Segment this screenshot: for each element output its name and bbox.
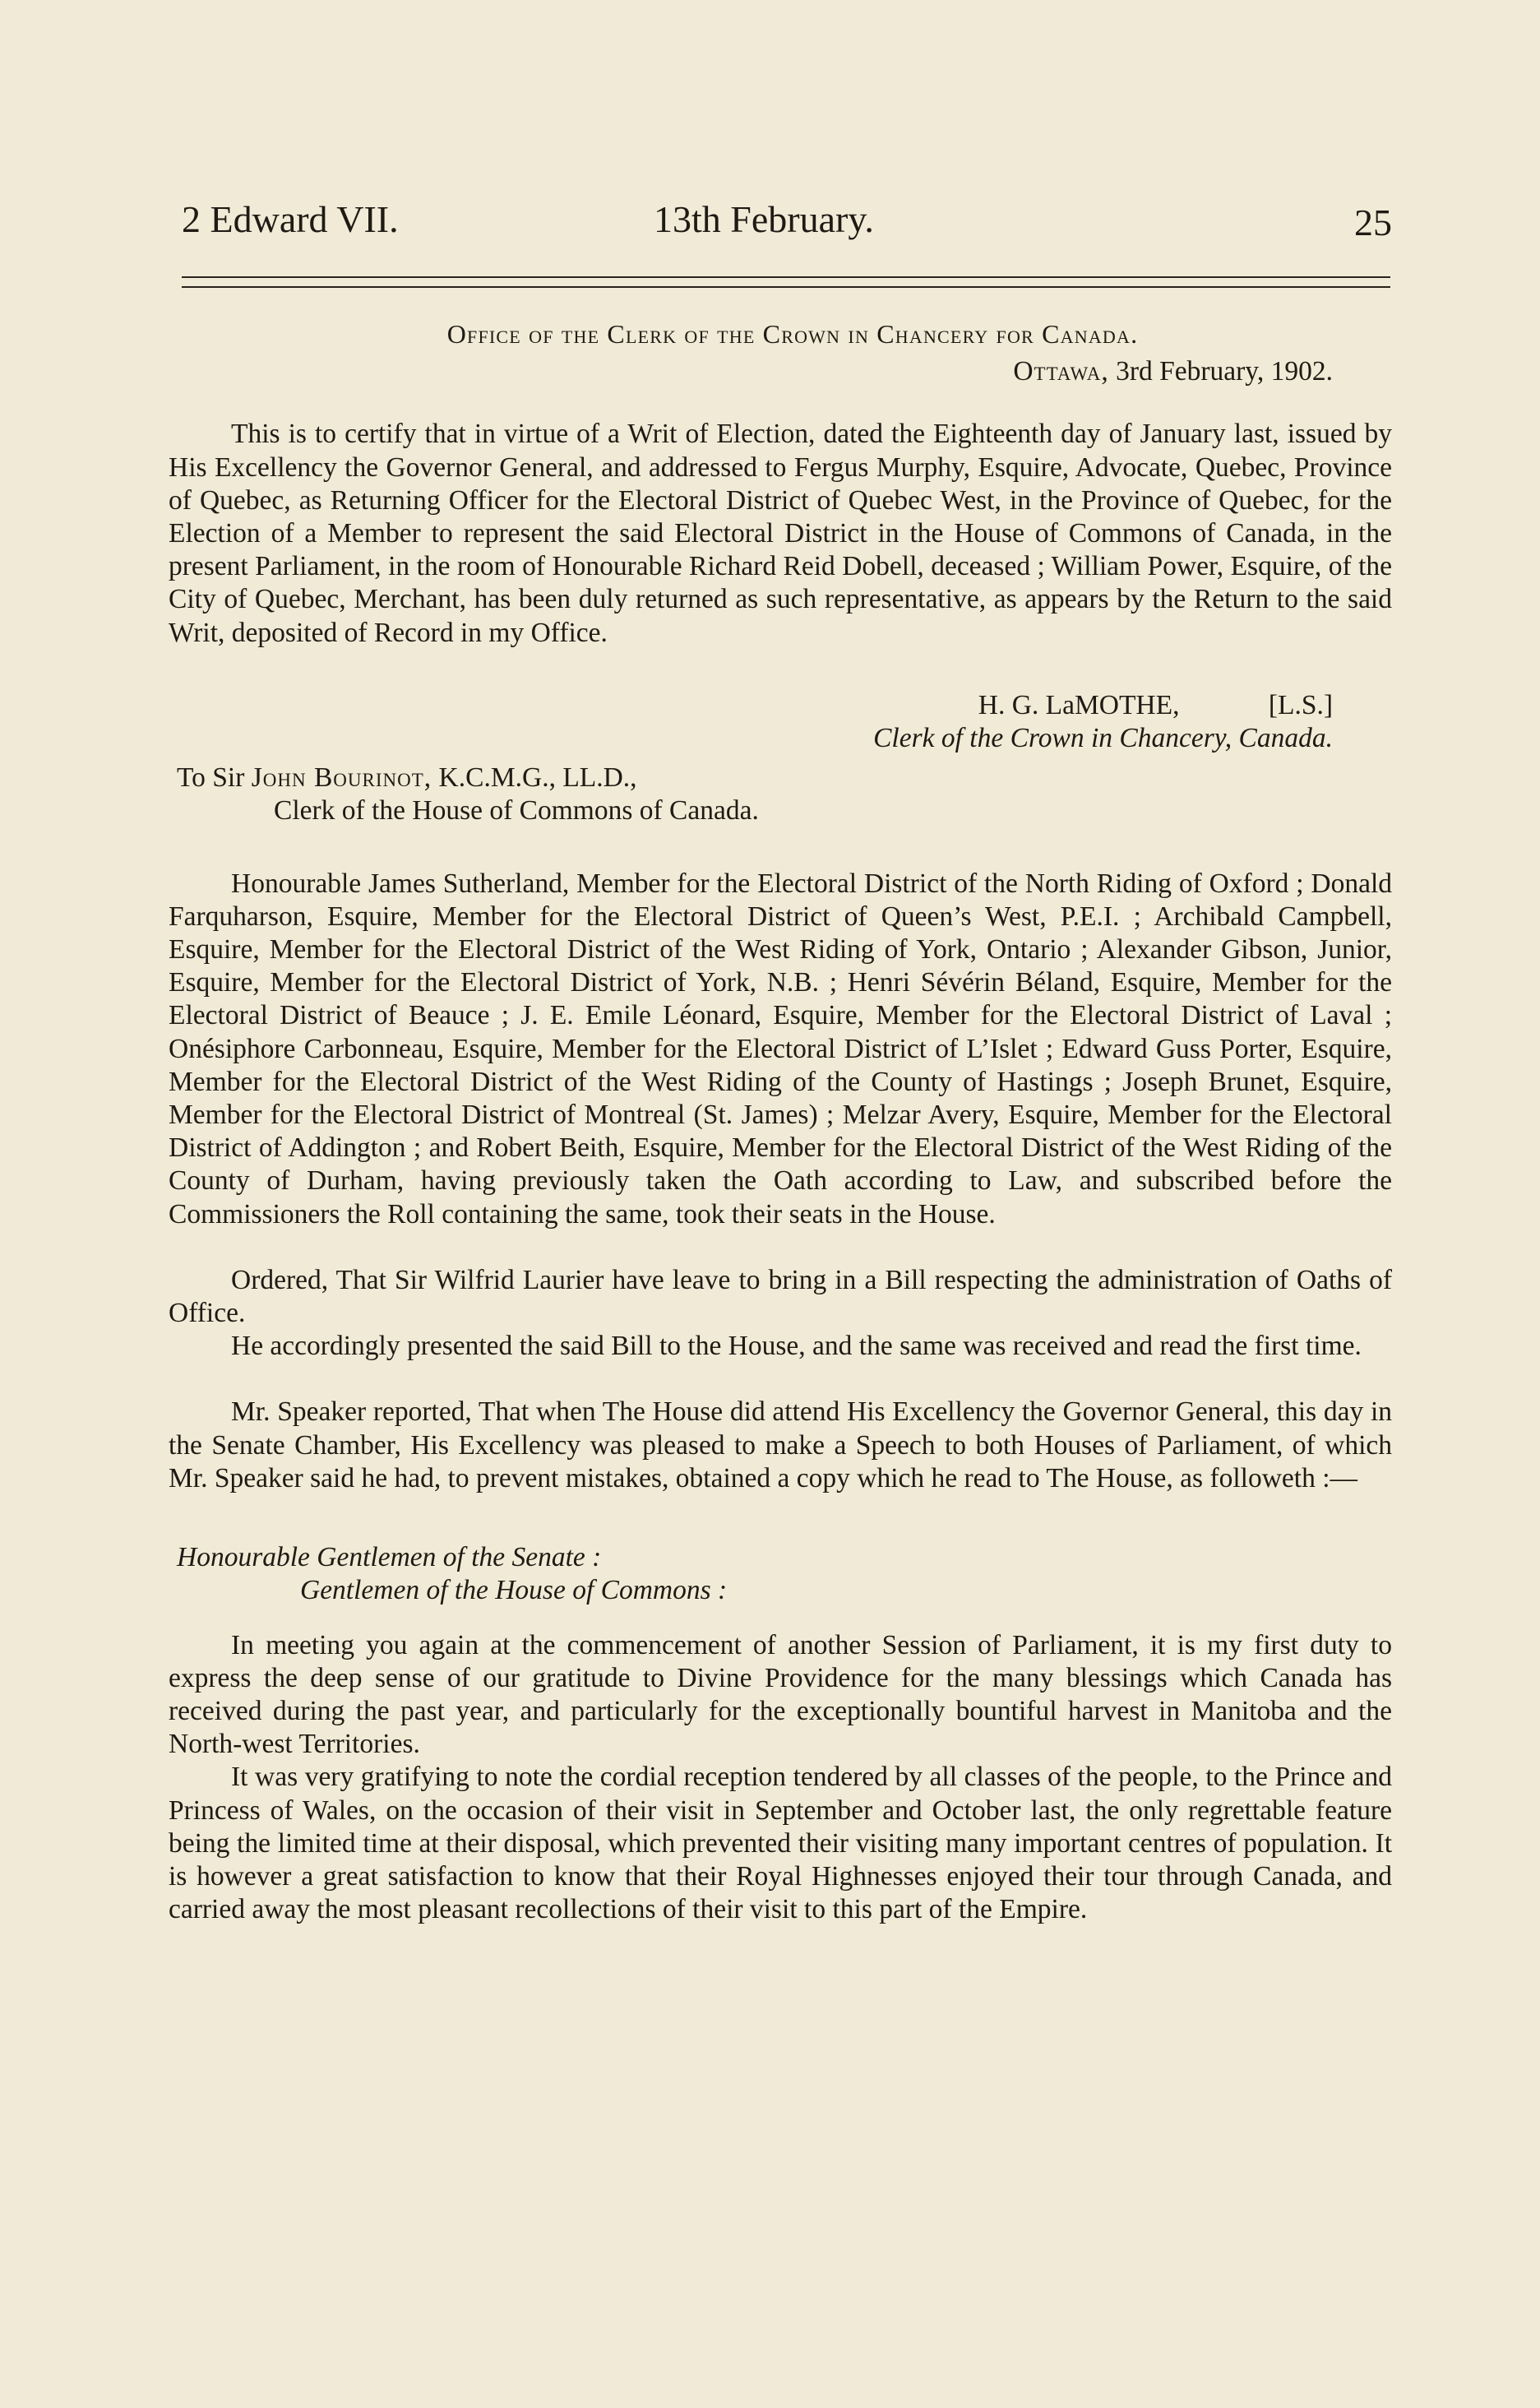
signature-line bbox=[169, 689, 1392, 722]
journal-page bbox=[169, 0, 1392, 2408]
speaker-paragraph: Mr. Speaker reported, That when The House did attend His Excellency the Governor General, this day in the Senate Chamber, His Excellency was pleased to make a Speech to both Houses of Parliament, of which Mr. Speaker said he had, to prevent mistakes, obtained a copy which he read to The House, as followeth :— bbox=[169, 1396, 1392, 1493]
speech-paragraph: In meeting you again at the commencement of another Session of Parliament, it is my first duty to express the deep sense of our gratitude to Divine Providence for the many blessings which Canada has received during the past year, and particularly for the exceptionally bountiful harvest in Manitoba and the North-west Territories. bbox=[169, 1629, 1392, 1760]
page-body bbox=[169, 317, 1392, 1926]
seal-mark: [L.S.] bbox=[1268, 689, 1333, 720]
signatory-title: Clerk of the Crown in Chancery, Canada. bbox=[873, 723, 1333, 754]
running-header bbox=[169, 197, 1392, 247]
header-date: 13th February. bbox=[654, 198, 874, 240]
presented-paragraph: He accordingly presented the said Bill to the House, and the same was received and read the first time. bbox=[231, 1331, 1362, 1362]
salutation-senate: Honourable Gentlemen of the Senate : bbox=[177, 1542, 602, 1573]
addressee-suffix: K.C.M.G., LL.D., bbox=[438, 762, 637, 794]
header-rule bbox=[182, 276, 1390, 288]
addressee-line bbox=[169, 762, 1392, 794]
addressee-title: Clerk of the House of Commons of Canada. bbox=[274, 795, 759, 827]
signatory-name: H. G. LaMOTHE, bbox=[978, 689, 1180, 720]
office-heading: Office of the Clerk of the Crown in Chancery for Canada. bbox=[446, 319, 1139, 349]
certificate-dateline bbox=[169, 355, 1392, 388]
speech-paragraph: It was very gratifying to note the cordial reception tendered by all classes of the people, to the Prince and Princess of Wales, on the occasion of their visit in September and October last, the only regrettable feature being the limited time at their disposal, which prevented their visiting many important centres of population. It is however a great satisfaction to know that their Royal Highnesses enjoyed their tour through Canada, and carried away the most pleasant recollections of their visit to this part of the Empire. bbox=[169, 1762, 1392, 1925]
addressee-name: John Bourinot, bbox=[251, 762, 432, 794]
salutation-commons: Gentlemen of the House of Commons : bbox=[300, 1575, 728, 1606]
regnal-year: 2 Edward VII. bbox=[182, 198, 399, 240]
page-number: 25 bbox=[1354, 201, 1392, 243]
addressee-prefix: To Sir bbox=[177, 762, 245, 794]
certificate-date: 3rd February, 1902. bbox=[1116, 356, 1333, 387]
certificate-paragraph: This is to certify that in virtue of a Writ of Election, dated the Eighteenth day of January last, issued by His Excellency the Governor General, and addressed to Fergus Murphy, Esquire, Advocate, Quebec, Province of Quebec, as Returning Officer for the Electoral District of Quebec West, in the Province of Quebec, for the Election of a Member to represent the said Electoral District in the House of Commons of Canada, in the present Parliament, in the room of Honourable Richard Reid Dobell, deceased ; William Power, Esquire, of the City of Quebec, Merchant, has been duly returned as such representative, as appears by the Return to the said Writ, deposited of Record in my Office. bbox=[169, 419, 1392, 648]
members-paragraph: Honourable James Sutherland, Member for the Electoral District of the North Riding of Oxford ; Donald Farquharson, Esquire, Member for the Electoral District of Queen’s West, P.E.I. ; Archibald Campbell, Esquire, Member for the Electoral District of the West Riding of York, Ontario ; Alexander Gibson, Junior, Esquire, Member for the Electoral District of York, N.B. ; Henri Sévérin Béland, Esquire, Member for the Electoral District of Beauce ; J. E. Emile Léonard, Esquire, Member for the Electoral District of Laval ; Onésiphore Carbonneau, Esquire, Member for the Electoral District of L’Islet ; Edward Guss Porter, Esquire, Member for the Electoral District of the West Riding of the County of Hastings ; Joseph Brunet, Esquire, Member for the Electoral District of Montreal (St. James) ; Melzar Avery, Esquire, Member for the Electoral District of Addington ; and Robert Beith, Esquire, Member for the Electoral District of the West Riding of the County of Durham, having previously taken the Oath according to Law, and subscribed before the Commissioners the Roll containing the same, took their seats in the House. bbox=[169, 868, 1392, 1229]
ordered-paragraph: Ordered, That Sir Wilfrid Laurier have leave to bring in a Bill respecting the administration of Oaths of Office. bbox=[169, 1264, 1392, 1329]
certificate-place: Ottawa, bbox=[1013, 356, 1109, 387]
